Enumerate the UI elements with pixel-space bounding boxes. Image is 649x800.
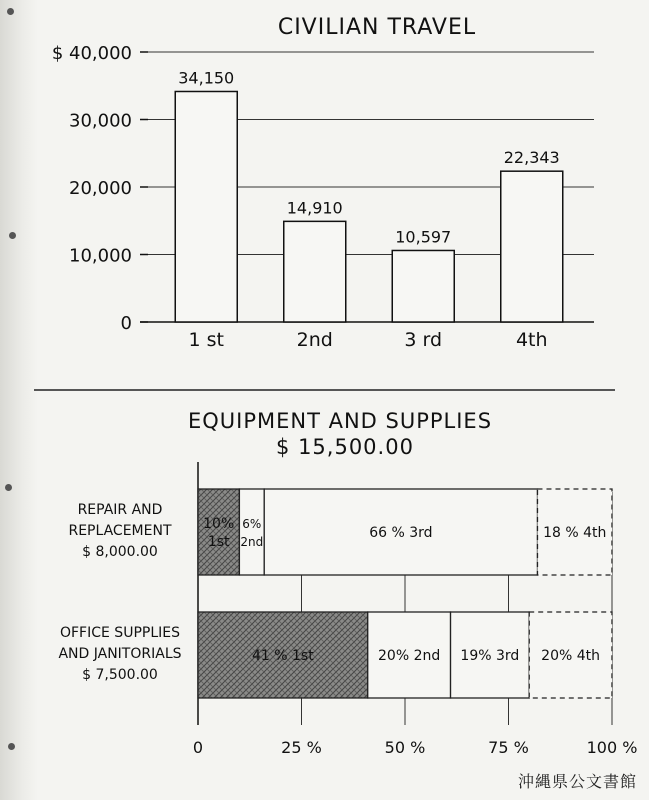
x-tick-label: 100 % <box>586 738 638 757</box>
bar <box>501 171 563 322</box>
y-tick-label: 10,000 <box>69 245 132 267</box>
segment-label: 20% 4th <box>541 648 601 664</box>
segment-label: 20% 2nd <box>378 648 441 664</box>
bar-segment <box>198 489 239 575</box>
y-tick-label: 20,000 <box>69 178 132 199</box>
segment-label: 19% 3rd <box>460 648 520 664</box>
bar-segment <box>239 489 264 575</box>
category-label: REPLACEMENT <box>68 523 172 539</box>
segment-label: 2nd <box>240 535 264 549</box>
x-tick-label: 50 % <box>384 738 426 757</box>
y-tick-label: 0 <box>120 313 132 334</box>
chart-subtitle: $ 15,500.00 <box>276 435 414 459</box>
x-tick-label: 25 % <box>281 738 322 757</box>
segment-label: 10% <box>203 516 235 532</box>
segment-label: 18 % 4th <box>543 525 607 541</box>
segment-label: 1st <box>207 534 230 550</box>
bar-value-label: 34,150 <box>178 68 235 88</box>
archive-watermark: 沖縄県公文書館 <box>517 772 637 791</box>
category-label: AND JANITORIALS <box>58 646 182 662</box>
y-tick-label: 30,000 <box>69 110 132 132</box>
category-label: OFFICE SUPPLIES <box>59 625 181 641</box>
segment-label: 6% <box>242 517 262 531</box>
x-tick-label: 3 rd <box>404 329 443 351</box>
bar <box>284 221 346 322</box>
segment-label: 41 % 1st <box>252 648 314 664</box>
bar <box>392 250 454 322</box>
segment-label: 66 % 3rd <box>369 525 433 541</box>
x-tick-label: 2nd <box>296 329 333 351</box>
x-tick-label: 0 <box>192 738 204 757</box>
x-tick-label: 4th <box>515 329 548 351</box>
y-tick-label: $ 40,000 <box>51 43 132 64</box>
chart-title: EQUIPMENT AND SUPPLIES <box>187 409 493 433</box>
x-tick-label: 75 % <box>488 738 529 757</box>
bar-value-label: 22,343 <box>503 148 560 168</box>
bar <box>175 91 237 322</box>
bar-value-label: 14,910 <box>286 198 343 218</box>
category-label: REPAIR AND <box>77 502 163 518</box>
category-label: $ 7,500.00 <box>82 667 158 683</box>
x-tick-label: 1 st <box>188 329 224 351</box>
category-label: $ 8,000.00 <box>82 544 158 560</box>
bar-value-label: 10,597 <box>395 227 452 247</box>
chart-title: CIVILIAN TRAVEL <box>277 15 477 40</box>
